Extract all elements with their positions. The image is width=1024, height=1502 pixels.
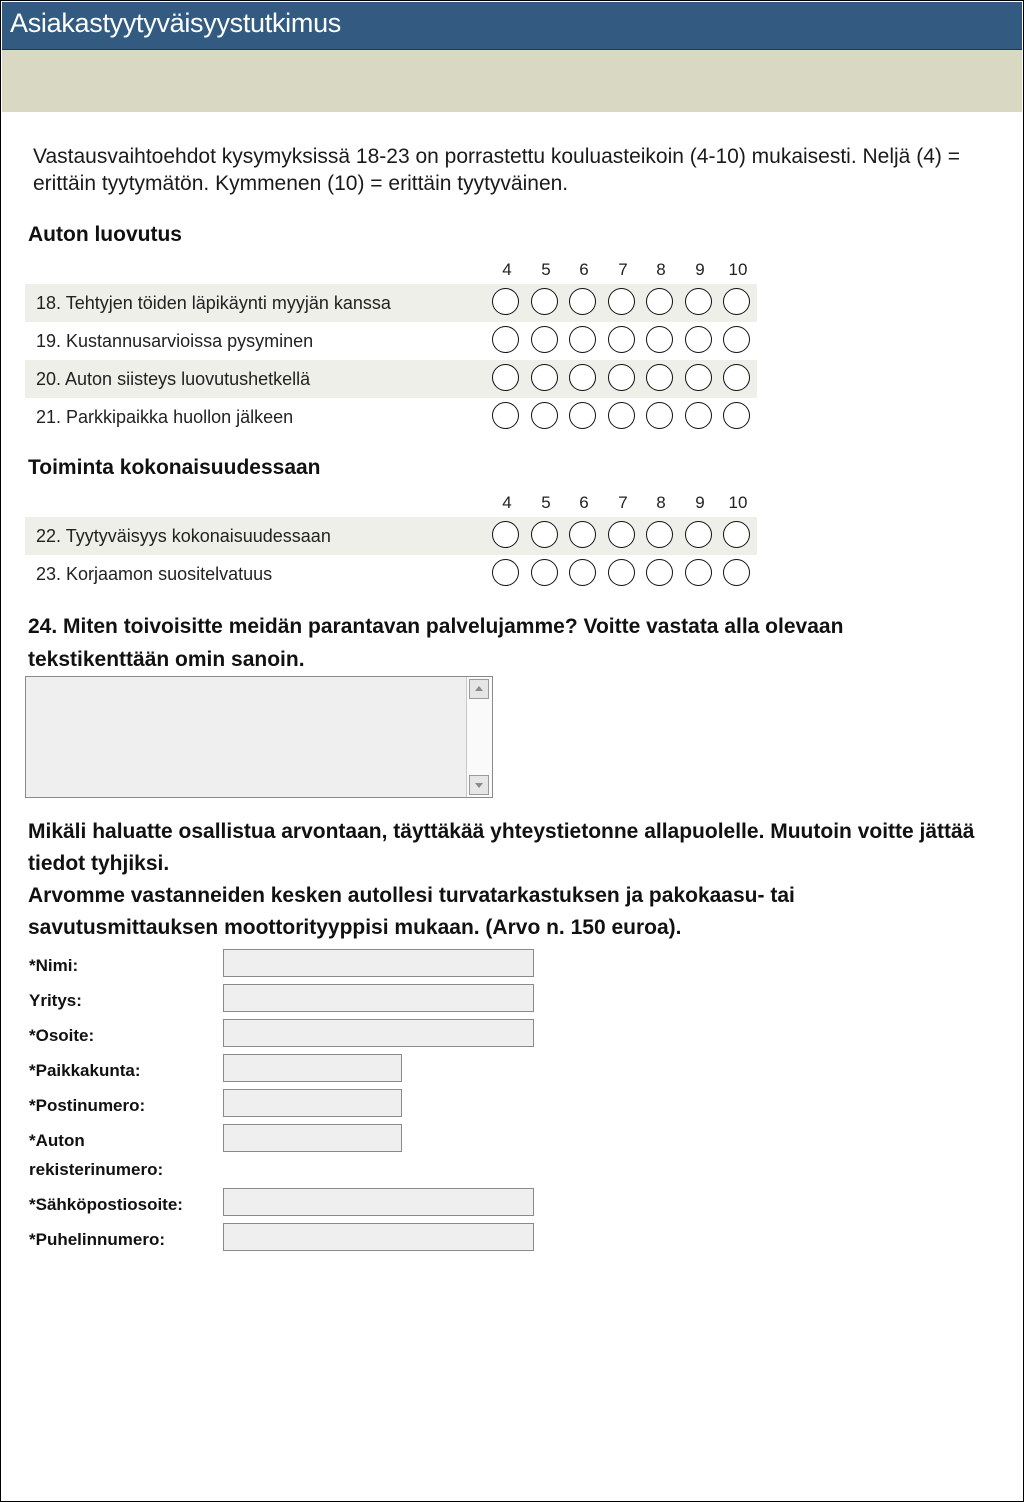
radio-q19-5[interactable] — [531, 326, 558, 353]
registration-number-label: *Auton rekisterinumero: — [29, 1131, 164, 1179]
address-input[interactable] — [223, 1019, 534, 1047]
radio-q21-8[interactable] — [646, 402, 673, 429]
header-band — [2, 50, 1022, 112]
radio-q20-8[interactable] — [646, 364, 673, 391]
radio-q20-7[interactable] — [608, 364, 635, 391]
email-label: *Sähköpostiosoite: — [29, 1195, 183, 1214]
scale-label: 5 — [541, 493, 551, 512]
radio-q22-4[interactable] — [492, 521, 519, 548]
radio-q18-7[interactable] — [608, 288, 635, 315]
name-label: *Nimi: — [29, 956, 79, 975]
radio-q19-8[interactable] — [646, 326, 673, 353]
radio-q23-10[interactable] — [723, 559, 750, 586]
feedback-textarea[interactable] — [25, 676, 493, 798]
question-row-21 — [25, 398, 757, 436]
scale-label: 7 — [618, 260, 628, 279]
scale-label: 5 — [541, 260, 551, 279]
radio-q21-9[interactable] — [685, 402, 712, 429]
radio-q19-4[interactable] — [492, 326, 519, 353]
radio-q20-4[interactable] — [492, 364, 519, 391]
contest-text-1: Mikäli haluatte osallistua arvontaan, täyttäkää yhteystietonne allapuolelle. Muutoin voitte jättää tiedot tyhjiksi. — [28, 820, 975, 875]
company-label: Yritys: — [29, 991, 82, 1010]
scale-label: 10 — [728, 493, 748, 512]
question-label: 21. Parkkipaikka huollon jälkeen — [36, 407, 294, 427]
name-input[interactable] — [223, 949, 534, 977]
question-label: 19. Kustannusarvioissa pysyminen — [36, 331, 314, 351]
phone-label: *Puhelinnumero: — [29, 1230, 166, 1249]
company-input[interactable] — [223, 984, 534, 1012]
radio-q18-4[interactable] — [492, 288, 519, 315]
radio-q18-10[interactable] — [723, 288, 750, 315]
radio-q22-8[interactable] — [646, 521, 673, 548]
radio-q20-10[interactable] — [723, 364, 750, 391]
phone-input[interactable] — [223, 1223, 534, 1251]
radio-q18-9[interactable] — [685, 288, 712, 315]
radio-q21-10[interactable] — [723, 402, 750, 429]
question-row-20 — [25, 360, 757, 398]
contest-text-2: Arvomme vastanneiden kesken autollesi turvatarkastuksen ja pakokaasu- tai savutusmittauksen moottorityyppisi mukaan. (Arvo n. 150 euroa). — [28, 884, 795, 939]
title-bar — [2, 2, 1022, 50]
city-input[interactable] — [223, 1054, 402, 1082]
radio-q19-10[interactable] — [723, 326, 750, 353]
radio-q21-4[interactable] — [492, 402, 519, 429]
radio-q23-5[interactable] — [531, 559, 558, 586]
instructions-text: Vastausvaihtoehdot kysymyksissä 18-23 on porrastettu kouluasteikoin (4-10) mukaisesti. Neljä (4) = erittäin tyytymätön. Kymmenen (10) = erittäin tyytyväinen. — [33, 145, 960, 195]
scale-label: 4 — [502, 260, 512, 279]
question-row-18 — [25, 284, 757, 322]
scale-label: 6 — [579, 493, 589, 512]
page-title: Asiakastyytyväisyystutkimus — [10, 8, 341, 38]
address-label: *Osoite: — [29, 1026, 95, 1045]
city-label: *Paikkakunta: — [29, 1061, 141, 1080]
scale-label: 6 — [579, 260, 589, 279]
radio-q23-4[interactable] — [492, 559, 519, 586]
radio-q23-8[interactable] — [646, 559, 673, 586]
scale-label: 9 — [695, 260, 705, 279]
radio-q18-6[interactable] — [569, 288, 596, 315]
radio-q20-5[interactable] — [531, 364, 558, 391]
question-label: 18. Tehtyjen töiden läpikäynti myyjän kanssa — [36, 293, 391, 313]
postal-code-input[interactable] — [223, 1089, 402, 1117]
radio-q21-5[interactable] — [531, 402, 558, 429]
radio-q19-7[interactable] — [608, 326, 635, 353]
radio-q20-9[interactable] — [685, 364, 712, 391]
scale-label: 9 — [695, 493, 705, 512]
radio-q23-6[interactable] — [569, 559, 596, 586]
radio-q18-5[interactable] — [531, 288, 558, 315]
radio-q19-6[interactable] — [569, 326, 596, 353]
scale-label: 4 — [502, 493, 512, 512]
question-row-19 — [25, 322, 757, 360]
radio-q23-9[interactable] — [685, 559, 712, 586]
contest-info — [28, 816, 988, 944]
question-24-label: 24. Miten toivoisitte meidän parantavan palvelujamme? Voitte vastata alla olevaan tekstikenttään omin sanoin. — [28, 615, 844, 671]
scale-label: 7 — [618, 493, 628, 512]
email-input[interactable] — [223, 1188, 534, 1216]
radio-q22-6[interactable] — [569, 521, 596, 548]
section-title-toiminta: Toiminta kokonaisuudessaan — [28, 456, 321, 479]
radio-q22-9[interactable] — [685, 521, 712, 548]
textarea-scrollbar[interactable] — [466, 677, 492, 797]
question-label: 20. Auton siisteys luovutushetkellä — [36, 369, 311, 389]
radio-q22-7[interactable] — [608, 521, 635, 548]
question-row-22 — [25, 517, 757, 555]
radio-q21-7[interactable] — [608, 402, 635, 429]
postal-code-label: *Postinumero: — [29, 1096, 146, 1115]
scale-label: 8 — [656, 260, 666, 279]
scroll-down-arrow-icon[interactable] — [469, 775, 489, 795]
question-label: 22. Tyytyväisyys kokonaisuudessaan — [36, 526, 331, 546]
question-row-23 — [25, 555, 757, 593]
registration-number-input[interactable] — [223, 1124, 402, 1152]
radio-q23-7[interactable] — [608, 559, 635, 586]
question-label: 23. Korjaamon suositelvatuus — [36, 564, 273, 584]
radio-q18-8[interactable] — [646, 288, 673, 315]
radio-q22-10[interactable] — [723, 521, 750, 548]
radio-q20-6[interactable] — [569, 364, 596, 391]
section-title-auton-luovutus: Auton luovutus — [28, 223, 182, 246]
scale-label: 8 — [656, 493, 666, 512]
scale-label: 10 — [728, 260, 748, 279]
scroll-up-arrow-icon[interactable] — [469, 679, 489, 699]
radio-q21-6[interactable] — [569, 402, 596, 429]
radio-q22-5[interactable] — [531, 521, 558, 548]
radio-q19-9[interactable] — [685, 326, 712, 353]
